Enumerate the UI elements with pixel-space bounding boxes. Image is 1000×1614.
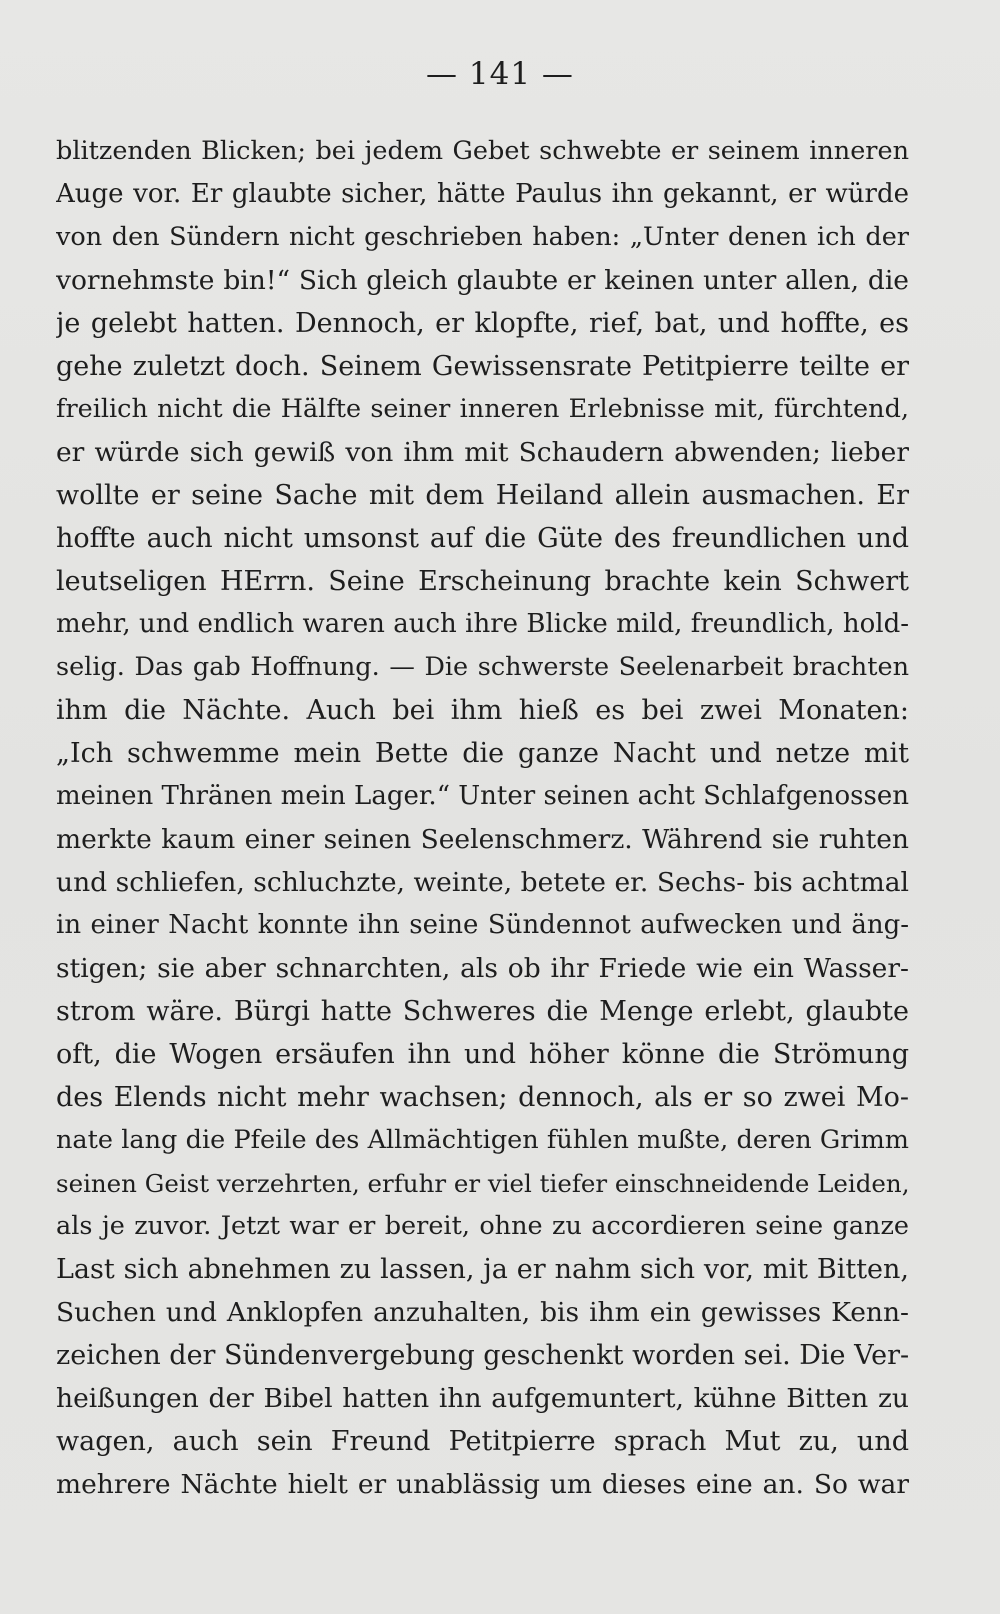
- text-line: meinen Thränen mein Lager.“ Unter seinen acht Schlafgenossen: [56, 781, 909, 811]
- text-line: oft, die Wogen ersäufen ihn und höher könne die Strömung: [56, 1039, 909, 1070]
- text-line: freilich nicht die Hälfte seiner inneren Erlebnisse mit, fürchtend,: [56, 394, 909, 424]
- text-line: mehr, und endlich waren auch ihre Blicke mild, freundlich, hold-: [56, 609, 909, 639]
- text-line: gehe zuletzt doch. Seinem Gewissensrate Petitpierre teilte er: [56, 351, 909, 382]
- body-text: [56, 130, 909, 1506]
- text-line: heißungen der Bibel hatten ihn aufgemuntert, kühne Bitten zu: [56, 1383, 909, 1414]
- text-line: wollte er seine Sache mit dem Heiland allein ausmachen. Er: [56, 480, 909, 511]
- text-line: wagen, auch sein Freund Petitpierre sprach Mut zu, und: [56, 1426, 909, 1457]
- text-line: blitzenden Blicken; bei jedem Gebet schwebte er seinem inneren: [56, 136, 909, 166]
- text-line: ihm die Nächte. Auch bei ihm hieß es bei zwei Monaten:: [56, 695, 909, 726]
- text-line: vornehmste bin!“ Sich gleich glaubte er keinen unter allen, die: [56, 265, 909, 296]
- text-line: von den Sündern nicht geschrieben haben: „Unter denen ich der: [56, 222, 909, 252]
- text-line: er würde sich gewiß von ihm mit Schaudern abwenden; lieber: [56, 437, 909, 468]
- text-line: Last sich abnehmen zu lassen, ja er nahm sich vor, mit Bitten,: [56, 1254, 909, 1285]
- text-line: mehrere Nächte hielt er unablässig um dieses eine an. So war: [56, 1469, 909, 1500]
- text-line: nate lang die Pfeile des Allmächtigen fühlen mußte, deren Grimm: [56, 1125, 909, 1155]
- text-line: strom wäre. Bürgi hatte Schweres die Menge erlebt, glaubte: [56, 996, 909, 1027]
- text-line: stigen; sie aber schnarchten, als ob ihr Friede wie ein Wasser-: [56, 953, 909, 984]
- text-line: hoffte auch nicht umsonst auf die Güte des freundlichen und: [56, 523, 909, 554]
- text-line: als je zuvor. Jetzt war er bereit, ohne zu accordieren seine ganze: [56, 1211, 909, 1241]
- text-line: in einer Nacht konnte ihn seine Sündennot aufwecken und äng-: [56, 910, 909, 940]
- text-line: zeichen der Sündenvergebung geschenkt worden sei. Die Ver-: [56, 1340, 909, 1371]
- text-line: merkte kaum einer seinen Seelenschmerz. Während sie ruhten: [56, 824, 909, 855]
- text-line: seinen Geist verzehrten, erfuhr er viel tiefer einschneidende Leiden,: [56, 1169, 909, 1198]
- text-line: und schliefen, schluchzte, weinte, betete er. Sechs- bis achtmal: [56, 867, 909, 898]
- text-line: je gelebt hatten. Dennoch, er klopfte, rief, bat, und hoffte, es: [56, 308, 909, 339]
- text-line: selig. Das gab Hoffnung. — Die schwerste Seelenarbeit brachten: [56, 652, 909, 682]
- text-line: Suchen und Anklopfen anzuhalten, bis ihm ein gewisses Kenn-: [56, 1297, 909, 1328]
- text-line: leutseligen HErrn. Seine Erscheinung brachte kein Schwert: [56, 566, 909, 597]
- text-line: Auge vor. Er glaubte sicher, hätte Paulus ihn gekannt, er würde: [56, 179, 909, 209]
- text-line: des Elends nicht mehr wachsen; dennoch, als er so zwei Mo-: [56, 1082, 909, 1113]
- page-number: — 141 —: [426, 56, 574, 92]
- text-line: „Ich schwemme mein Bette die ganze Nacht und netze mit: [56, 738, 909, 769]
